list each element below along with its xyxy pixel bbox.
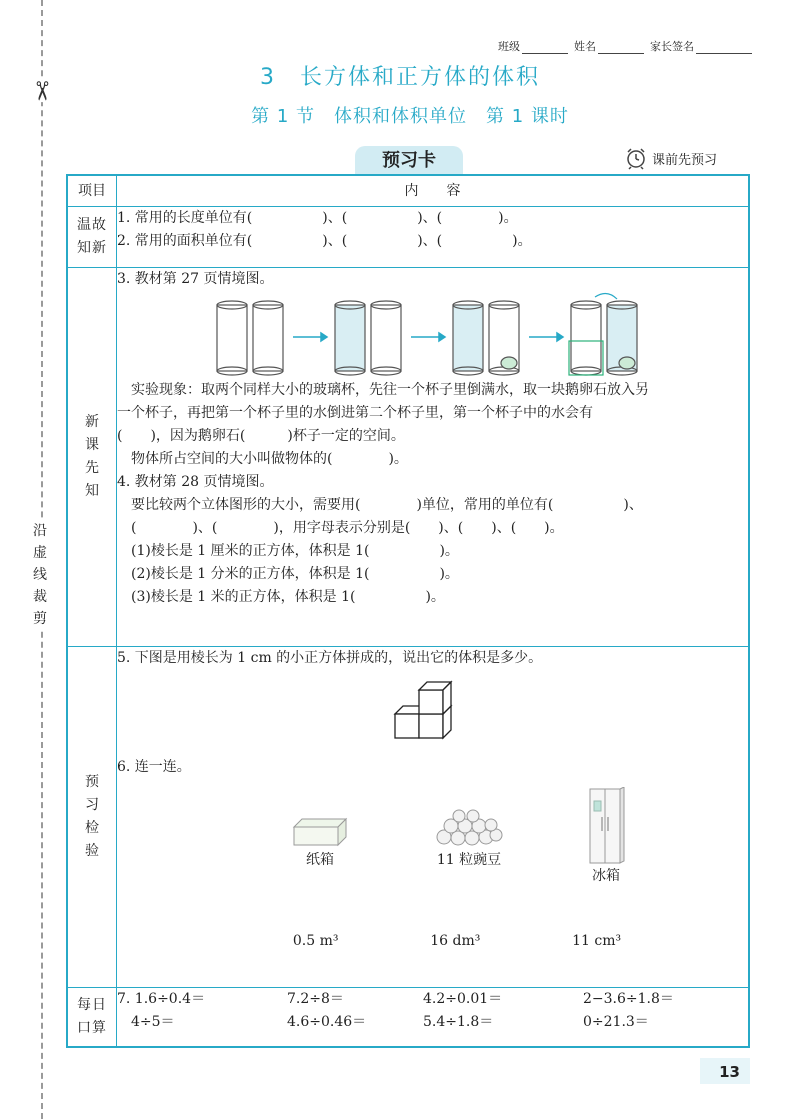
q4-line-4: (2)棱长是 1 分米的正方体，体积是 1( )。 <box>131 566 459 582</box>
match-item-box-label: 纸箱 <box>306 852 334 868</box>
box-icon <box>288 809 352 849</box>
head-content: 内 容 <box>117 175 750 207</box>
preview-label: 课前先预习 <box>652 152 718 168</box>
daily-calc-label <box>67 988 117 1048</box>
preview-card-table <box>66 174 750 1048</box>
new-lesson-label-text: 新课先知 <box>85 414 99 499</box>
review-line-2: 2. 常用的面积单位有( )、( )、( )。 <box>117 233 532 249</box>
class-field[interactable] <box>522 41 568 54</box>
new-lesson-content <box>117 268 750 647</box>
review-label <box>67 207 117 268</box>
fridge-icon <box>586 787 626 865</box>
calc-item: 7.2÷8＝ <box>287 991 344 1007</box>
q4-line-1: 要比较两个立体图形的大小，需要用( )单位，常用的单位有( )、 <box>131 497 643 513</box>
section-title: 第 1 节 体积和体积单位 第 1 课时 <box>251 106 569 127</box>
header-fields <box>498 38 752 54</box>
match-item-peas[interactable] <box>434 787 504 885</box>
head-item: 项目 <box>67 175 117 207</box>
glass-experiment-svg <box>117 291 717 379</box>
calc-item: 0÷21.3＝ <box>583 1014 649 1030</box>
match-units <box>247 933 667 949</box>
review-label-text: 温故知新 <box>77 217 107 256</box>
glass-experiment-figure <box>117 291 748 379</box>
new-lesson-label <box>67 268 117 647</box>
glass-icon <box>253 305 283 371</box>
alarm-clock-icon <box>624 146 648 170</box>
review-line-1: 1. 常用的长度单位有( )、( )、( )。 <box>117 210 518 226</box>
match-item-fridge-label: 冰箱 <box>592 868 620 884</box>
match-item-peas-label: 11 粒豌豆 <box>436 852 502 868</box>
review-content <box>117 207 750 268</box>
calc-item: 2−3.6÷1.8＝ <box>583 991 674 1007</box>
q4-title: 4. 教材第 28 页情境图。 <box>117 474 274 490</box>
chapter-title: 3 长方体和正方体的体积 <box>260 65 540 90</box>
calc-row-2 <box>117 1011 748 1034</box>
peas-icon <box>434 809 504 849</box>
calc-row-1 <box>117 988 748 1011</box>
calc-item: 4÷5＝ <box>131 1014 175 1030</box>
calc-item: 7. 1.6÷0.4＝ <box>117 991 206 1007</box>
unit-option[interactable]: 11 cm³ <box>572 933 622 949</box>
daily-calc-label-text: 每日口算 <box>77 997 107 1036</box>
q3-line-3: ( )，因为鹅卵石( )杯子一定的空间。 <box>117 428 405 444</box>
q4-line-5: (3)棱长是 1 米的正方体，体积是 1( )。 <box>131 589 445 605</box>
class-label: 班级 <box>498 40 520 53</box>
q4-line-2: ( )、( )，用字母表示分别是( )、( )、( )。 <box>131 520 564 536</box>
q3-line-4: 物体所占空间的大小叫做物体的( )。 <box>131 451 408 467</box>
q3-line-2: 一个杯子，再把第一个杯子里的水倒进第二个杯子里，第一个杯子中的水会有 <box>117 405 593 421</box>
cubes-svg <box>117 670 737 750</box>
glass-icon <box>217 305 247 371</box>
unit-option[interactable]: 0.5 m³ <box>292 933 339 949</box>
preview-check-label <box>67 647 117 988</box>
q3-title: 3. 教材第 27 页情境图。 <box>117 271 274 287</box>
match-item-fridge[interactable] <box>586 787 626 885</box>
name-field[interactable] <box>598 41 644 54</box>
q4-line-3: (1)棱长是 1 厘米的正方体，体积是 1( )。 <box>131 543 459 559</box>
q6-title: 6. 连一连。 <box>117 759 191 775</box>
parent-sign-field[interactable] <box>696 41 752 54</box>
scissors-icon: ✂ <box>25 80 56 102</box>
calc-item: 4.6÷0.46＝ <box>287 1014 367 1030</box>
parent-sign-label: 家长签名 <box>650 40 694 53</box>
cube-figure <box>117 670 748 750</box>
preview-check-content <box>117 647 750 988</box>
q3-line-1: 实验现象：取两个同样大小的玻璃杯，先往一个杯子里倒满水，取一块鹅卵石放入另 <box>131 382 649 398</box>
calc-item: 5.4÷1.8＝ <box>423 1014 494 1030</box>
name-label: 姓名 <box>574 40 596 53</box>
page-number: 13 <box>719 1063 740 1081</box>
cut-label: 沿虚线裁剪 <box>30 520 52 630</box>
match-item-box[interactable] <box>288 787 352 885</box>
card-title: 预习卡 <box>355 146 463 176</box>
daily-calc-content <box>117 988 750 1048</box>
preview-check-label-text: 预习检验 <box>85 774 99 859</box>
preview-badge <box>624 146 717 170</box>
unit-option[interactable]: 16 dm³ <box>430 933 481 949</box>
match-items <box>247 787 667 885</box>
calc-item: 4.2÷0.01＝ <box>423 991 503 1007</box>
q5-title: 5. 下图是用棱长为 1 cm 的小正方体拼成的，说出它的体积是多少。 <box>117 650 543 666</box>
